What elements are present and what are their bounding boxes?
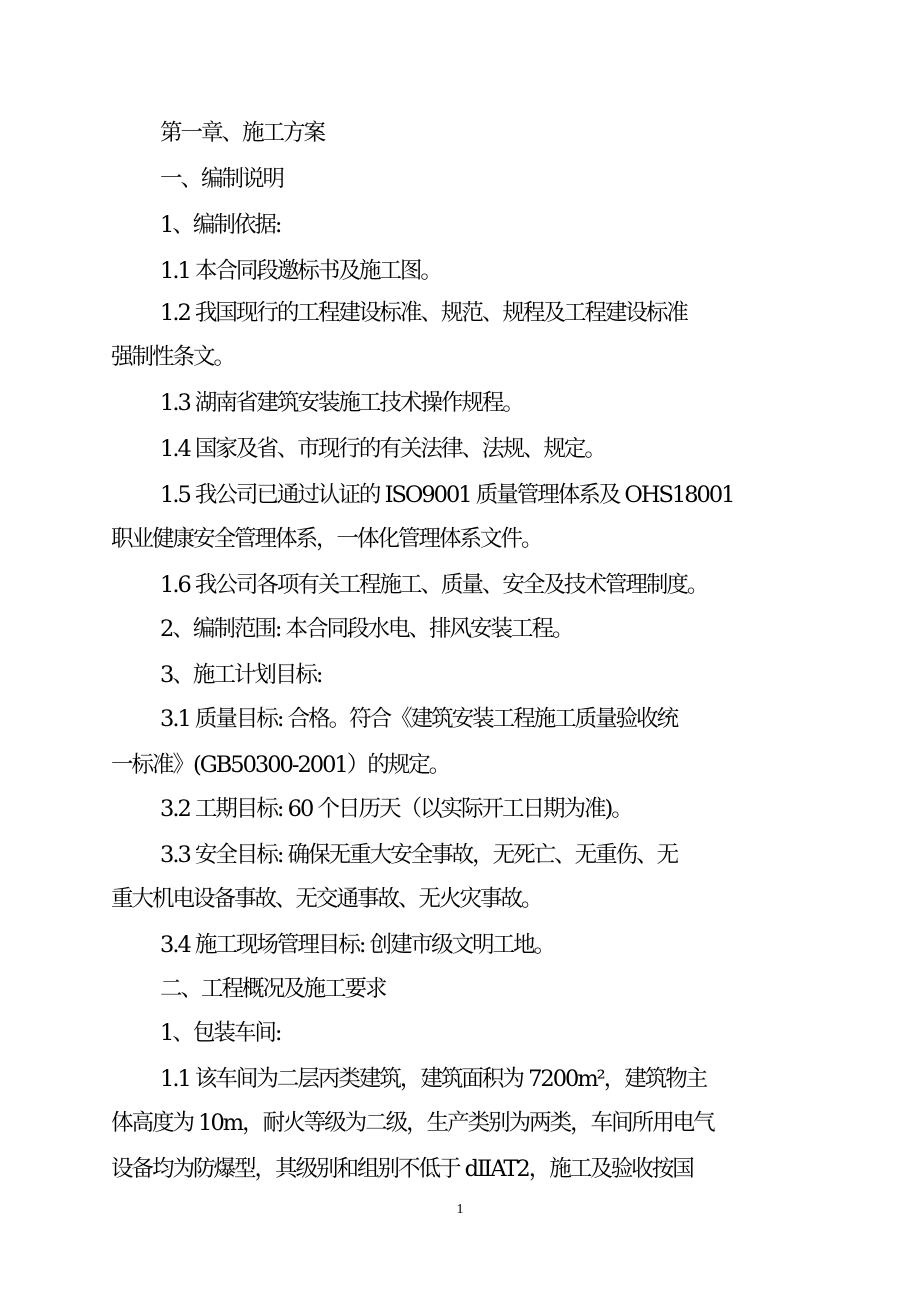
text-line: 职业健康安全管理体系，一体化管理体系文件。 <box>111 526 542 552</box>
chapter-heading: 第一章、施工方案 <box>160 120 325 146</box>
section-heading: 二、工程概况及施工要求 <box>160 976 386 1002</box>
text-line: 3.3 安全目标: 确保无重大安全事故，无死亡、无重伤、无 <box>160 842 678 868</box>
text-line: 设备均为防爆型，其级别和组别不低于 dⅡAT2，施工及验收按国 <box>111 1156 693 1182</box>
text-line: 体高度为 10m，耐火等级为二级，生产类别为两类，车间所用电气 <box>111 1110 714 1136</box>
text-line: 一标准》(GB50300-2001）的规定。 <box>111 752 450 778</box>
text-line: 2、编制范围: 本合同段水电、排风安装工程。 <box>160 616 573 642</box>
text-line: 重大机电设备事故、无交通事故、无火灾事故。 <box>111 886 542 912</box>
text-line: 1.1 该车间为二层丙类建筑，建筑面积为 7200m²，建筑物主 <box>160 1066 707 1092</box>
page-number: 1 <box>456 1202 464 1217</box>
subsection-heading: 1、包装车间: <box>160 1020 281 1046</box>
section-heading: 一、编制说明 <box>160 166 284 192</box>
subsection-heading: 3、施工计划目标: <box>160 662 322 688</box>
text-line: 1.6 我公司各项有关工程施工、质量、安全及技术管理制度。 <box>160 572 708 598</box>
text-line: 1.2 我国现行的工程建设标准、规范、规程及工程建设标准 <box>160 300 687 326</box>
text-line: 3.2 工期目标: 60 个日历天（以实际开工日期为准)。 <box>160 796 632 822</box>
text-line: 1.5 我公司已通过认证的 ISO9001 质量管理体系及 OHS18001 <box>160 482 734 508</box>
text-line: 强制性条文。 <box>111 344 235 370</box>
text-line: 3.1 质量目标: 合格。符合《建筑安装工程施工质量验收统 <box>160 706 678 732</box>
text-line: 1.3 湖南省建筑安装施工技术操作规程。 <box>160 390 523 416</box>
text-line: 3.4 施工现场管理目标: 创建市级文明工地。 <box>160 932 555 958</box>
subsection-heading: 1、编制依据: <box>160 212 281 238</box>
text-line: 1.1 本合同段邀标书及施工图。 <box>160 258 441 284</box>
text-line: 1.4 国家及省、市现行的有关法律、法规、规定。 <box>160 436 605 462</box>
